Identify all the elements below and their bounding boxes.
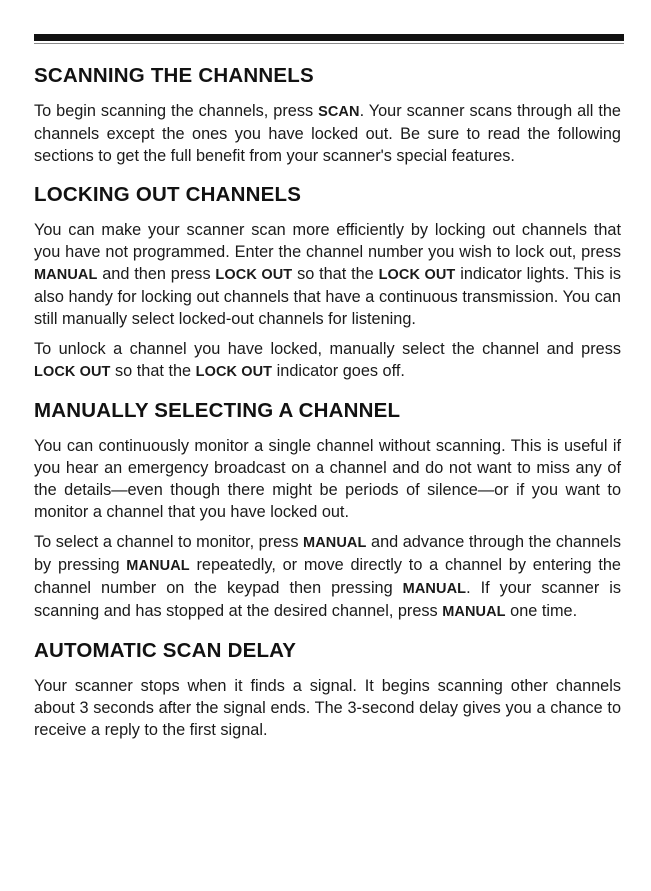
- section-paragraph: [34, 675, 621, 741]
- text-run: To unlock a channel you have locked, manually select the channel and press: [34, 340, 621, 358]
- key-name: MANUAL: [126, 558, 190, 574]
- top-rule: [34, 34, 624, 41]
- section-paragraph: [34, 435, 621, 523]
- text-run: . Your scanner scans through all the channels except the ones you have locked out. Be sure to read the following sections to get the full benefit from your scanner's special features.: [34, 102, 621, 165]
- section-manually-selecting: [34, 397, 621, 623]
- key-name: SCAN: [318, 104, 360, 120]
- text-run: To select a channel to monitor, press: [34, 533, 304, 551]
- text-run: so that the: [110, 362, 196, 380]
- section-locking-out-channels: [34, 181, 621, 383]
- text-run: and advance through the channels by pressing: [34, 533, 621, 574]
- section-heading: AUTOMATIC SCAN DELAY: [34, 639, 297, 662]
- top-rule-underline: [34, 43, 624, 44]
- text-run: so that the: [292, 265, 379, 283]
- key-name: LOCK OUT: [378, 267, 456, 283]
- key-name: MANUAL: [442, 604, 506, 620]
- text-run: You can continuously monitor a single channel without scanning. This is useful if you hear an emergency broadcast on a channel and do not want to miss any of the details—even though there might be periods of silence—or if you want to monitor a channel that you have locked out.: [34, 437, 621, 521]
- key-name: LOCK OUT: [195, 364, 273, 380]
- text-run: and then press: [97, 265, 216, 283]
- text-run: You can make your scanner scan more efficiently by locking out channels that you have not programmed. Enter the channel number you wish to lock out, press: [34, 221, 621, 261]
- text-run: one time.: [505, 602, 578, 620]
- section-automatic-scan-delay: [34, 637, 621, 741]
- key-name: MANUAL: [303, 535, 367, 551]
- section-scanning-channels: [34, 62, 621, 167]
- page-content: [34, 62, 621, 749]
- key-name: MANUAL: [402, 581, 467, 597]
- section-heading: MANUALLY SELECTING A CHANNEL: [34, 399, 401, 422]
- section-paragraph: [34, 100, 621, 167]
- section-paragraph: [34, 531, 621, 623]
- section-heading: SCANNING THE CHANNELS: [34, 64, 314, 87]
- key-name: LOCK OUT: [215, 267, 293, 283]
- text-run: repeatedly, or move directly to a channel by entering the channel number on the keypad then pressing: [34, 556, 621, 597]
- key-name: LOCK OUT: [34, 364, 111, 380]
- text-run: indicator lights. This is also handy for locking out channels that have a continuous transmission. You can still manually select locked-out channels for listening.: [34, 265, 622, 328]
- text-run: Your scanner stops when it finds a signal. It begins scanning other channels about 3 seconds after the signal ends. The 3-second delay gives you a chance to receive a reply to the first signal.: [34, 677, 621, 739]
- text-run: To begin scanning the channels, press: [34, 102, 319, 120]
- section-heading: LOCKING OUT CHANNELS: [34, 183, 302, 206]
- section-paragraph: [34, 338, 621, 383]
- text-run: . If your scanner is scanning and has stopped at the desired channel, press: [34, 579, 621, 620]
- text-run: indicator goes off.: [272, 362, 405, 380]
- section-paragraph: [34, 219, 621, 330]
- key-name: MANUAL: [34, 267, 98, 283]
